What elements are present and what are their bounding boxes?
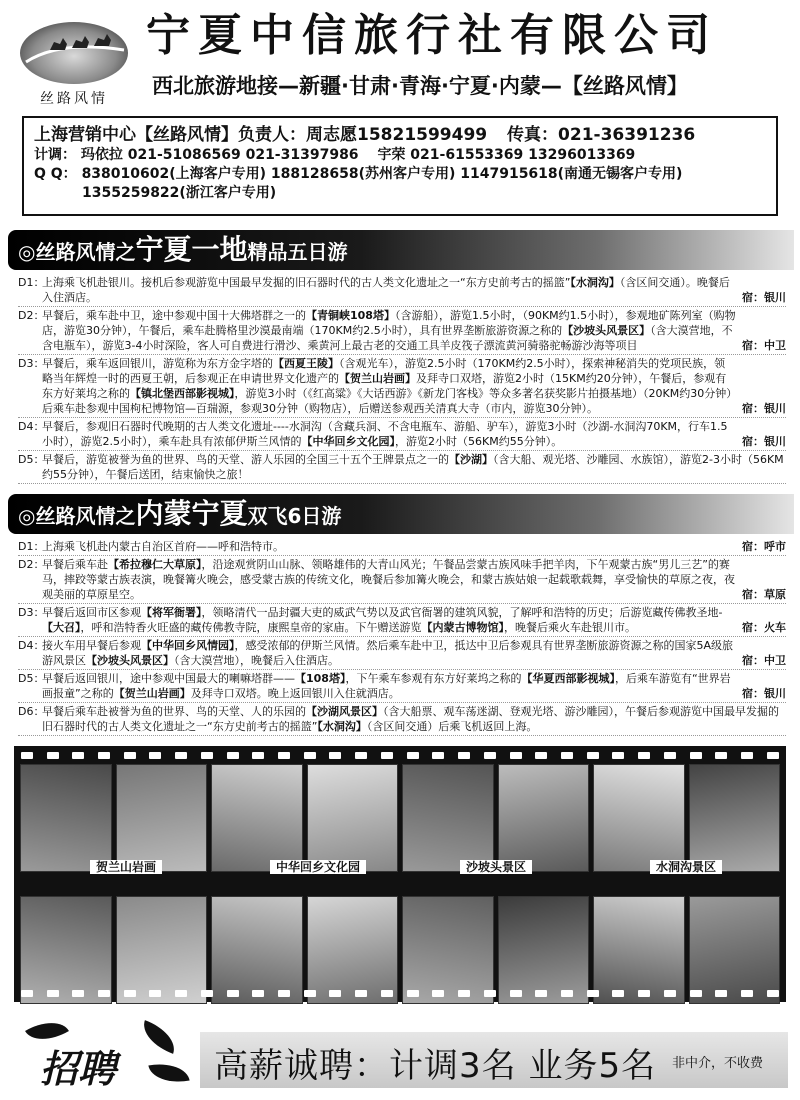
recruit-headline: 高薪诚聘：计调3名 业务5名 <box>214 1046 657 1086</box>
day-number: D3： <box>18 357 45 370</box>
film-hole <box>201 752 213 759</box>
film-hole <box>767 990 779 997</box>
day-description: 早餐后乘车赴【希拉穆仁大草原】，沿途观赏阴山山脉、领略雄伟的大青山风光；午餐品尝蒙古族风味手把羊肉，下午观蒙古族“男儿三艺”的赛马，摔跤等蒙古族表演，晚餐篝火晚会，感受蒙古族的传统文化，晚餐后参加篝火晚会，和蒙古族姑娘一起载歌载舞，享受愉快的草原之夜，夜观美丽的草原星空。 <box>42 558 735 601</box>
film-hole <box>690 752 702 759</box>
film-holes-top <box>14 748 786 762</box>
day-number: D2： <box>18 309 45 322</box>
overnight-location: 宿：银川 <box>742 687 786 700</box>
film-hole <box>47 990 59 997</box>
film-hole <box>47 752 59 759</box>
leaf-icon <box>137 1020 180 1054</box>
scenic-photo <box>498 764 590 872</box>
caption-shapotou: 沙坡头景区 <box>460 860 532 874</box>
film-hole <box>355 990 367 997</box>
film-hole <box>149 990 161 997</box>
film-hole <box>407 990 419 997</box>
day-number: D1： <box>18 276 45 289</box>
film-hole <box>175 990 187 997</box>
film-hole <box>201 990 213 997</box>
tour1-prefix: ◎丝路风情之 <box>18 240 136 264</box>
tour2-suffix: 双飞6日游 <box>247 504 342 528</box>
day-number: D1： <box>18 540 45 553</box>
film-hole <box>767 752 779 759</box>
film-hole <box>612 752 624 759</box>
itinerary-day <box>18 418 786 451</box>
fax-number: 传真：021-36391236 <box>507 125 696 145</box>
film-hole <box>98 990 110 997</box>
film-hole <box>664 990 676 997</box>
overnight-location: 宿：银川 <box>742 402 786 415</box>
day-number: D5： <box>18 453 45 466</box>
film-hole <box>329 990 341 997</box>
film-hole <box>638 752 650 759</box>
film-hole <box>149 752 161 759</box>
day-number: D4： <box>18 639 45 652</box>
film-hole <box>587 752 599 759</box>
recruitment-section <box>0 1008 800 1100</box>
photo-captions <box>20 860 780 874</box>
photo-gallery <box>14 746 786 1002</box>
scenic-photo <box>402 764 494 872</box>
overnight-location: 宿：火车 <box>742 621 786 634</box>
leaf-icon <box>148 1059 189 1087</box>
overnight-location: 宿：中卫 <box>742 339 786 352</box>
company-logo <box>14 12 134 108</box>
caption-hui-culture-park: 中华回乡文化园 <box>270 860 366 874</box>
logo-emblem <box>20 22 128 84</box>
tour2-prefix: ◎丝路风情之 <box>18 504 136 528</box>
overnight-location: 宿：银川 <box>742 435 786 448</box>
tour1-suffix: 精品五日游 <box>247 240 348 264</box>
film-hole <box>432 752 444 759</box>
scenic-photo <box>307 764 399 872</box>
film-hole <box>21 752 33 759</box>
day-description: 早餐后，参观旧石器时代晚期的古人类文化遗址----水洞沟（含藏兵洞、不含电瓶车、游船、驴车），游览3小时（沙湖-水洞沟70KM，行车1.5小时），游览2.5小时），乘车赴具有浓郁伊斯兰风情的【中华回乡文化园】，游览2小时（56KM约55分钟）。 <box>42 420 728 448</box>
itinerary-day <box>18 451 786 484</box>
film-hole <box>72 990 84 997</box>
company-name: 宁夏中信旅行社有限公司 <box>146 10 718 61</box>
film-hole <box>381 990 393 997</box>
film-hole <box>484 990 496 997</box>
contact-row-qq <box>34 165 766 184</box>
film-hole <box>587 990 599 997</box>
overnight-location: 宿：中卫 <box>742 654 786 667</box>
scenic-photo <box>593 764 685 872</box>
film-hole <box>535 752 547 759</box>
film-hole <box>407 752 419 759</box>
contact-row-qq-2 <box>34 184 766 203</box>
film-hole <box>124 990 136 997</box>
dispatch-label: 计调： <box>34 147 76 163</box>
contact-row-dispatch <box>34 146 766 165</box>
qq-label: Q Q： <box>34 166 77 182</box>
itinerary-day <box>18 703 786 736</box>
film-hole <box>741 990 753 997</box>
film-hole <box>355 752 367 759</box>
logo-caption: 丝路风情 <box>40 91 108 107</box>
itinerary-day <box>18 556 786 604</box>
day-description: 早餐后，游览被誉为鱼的世界、鸟的天堂、游人乐园的全国三十五个王牌景点之一的【沙湖】（含大船、观光塔、沙雕园、水族馆），游览2-3小时（56KM约55分钟），午餐后送团，结束愉快之旅！ <box>42 453 784 481</box>
film-hole <box>381 752 393 759</box>
film-hole <box>98 752 110 759</box>
tour1-itinerary <box>18 274 786 484</box>
itinerary-day <box>18 538 786 556</box>
film-hole <box>561 990 573 997</box>
overnight-location: 宿：呼市 <box>742 540 786 553</box>
day-description: 上海乘飞机赴银川。接机后参观游览中国最早发掘的旧石器时代的古人类文化遗址之一“东方史前考古的摇篮”【水洞沟】（含区间交通）。晚餐后入住酒店。 <box>42 276 730 304</box>
film-hole <box>664 752 676 759</box>
film-hole <box>535 990 547 997</box>
day-number: D3： <box>18 606 45 619</box>
film-hole <box>252 752 264 759</box>
day-description: 早餐后返回银川，途中参观中国最大的喇嘛塔群——【108塔】，下午乘车参观有东方好莱坞之称的【华夏西部影视城】，后乘车游览有“世界岩画报童”之称的【贺兰山岩画】及拜寺口双塔。晚上返回银川入住就酒店。 <box>42 672 731 700</box>
film-hole <box>124 752 136 759</box>
day-number: D6： <box>18 705 45 718</box>
contact-box <box>22 116 778 216</box>
scenic-photo <box>116 764 208 872</box>
film-hole <box>458 752 470 759</box>
caption-helan-rock-art: 贺兰山岩画 <box>90 860 162 874</box>
tour2-itinerary <box>18 538 786 736</box>
film-hole <box>72 752 84 759</box>
film-hole <box>690 990 702 997</box>
film-hole <box>278 990 290 997</box>
marketing-center: 上海营销中心【丝路风情】负责人：周志愿15821599499 <box>34 125 488 145</box>
day-description: 早餐后返回市区参观【将军衙署】，领略清代一品封疆大吏的威武气势以及武官衙署的建筑风貌，了解呼和浩特的历史；后游览藏传佛教圣地-【大召】，呼和浩特香火旺盛的藏传佛教寺院，康熙皇帝的家庙。下午赠送游览【内蒙古博物馆】，晚餐后乘火车赴银川市。 <box>42 606 723 634</box>
day-description: 早餐后，乘车返回银川，游览称为东方金字塔的【西夏王陵】（含观光车），游览2.5小时（170KM约2.5小时），探索神秘消失的党项民族，领略当年辉煌一时的西夏王朝，后参观正在申请世界文化遗产的【贺兰山岩画】及拜寺口双塔，游览2小时（15KM约20分钟），午餐后，参观有东方好莱坞之称的【镇北堡西部影视城】，游览3小时（《红高粱》《大话西游》《新龙门客栈》等众多著名获奖影片拍摄基地）（20KM约30分钟）后乘车赴参观中国枸杞博物馆—百瑞源，参观30分钟（购物店），后赠送参观西关清真大寺（市内，游览30分钟）。 <box>42 357 732 415</box>
film-hole <box>510 990 522 997</box>
film-hole <box>304 990 316 997</box>
film-hole <box>458 990 470 997</box>
company-tagline: 西北旅游地接—新疆·甘肃·青海·宁夏·内蒙—【丝路风情】 <box>152 74 688 98</box>
scenic-photo <box>20 764 112 872</box>
caption-shuidonggou: 水洞沟景区 <box>650 860 722 874</box>
scenic-photo <box>689 764 781 872</box>
film-hole <box>484 752 496 759</box>
film-hole <box>612 990 624 997</box>
film-hole <box>21 990 33 997</box>
day-description: 早餐后乘车赴被誉为鱼的世界、鸟的天堂、人的乐园的【沙湖风景区】（含大船票、观车荡迷湖、登观光塔、游沙雕园），午餐后参观游览中国最早发掘的旧石器时代的古人类文化遗址之一“东方史前考古的摇篮”【水洞沟】（含区间交通）后乘飞机返回上海。 <box>42 705 779 733</box>
day-description: 上海乘飞机赴内蒙古自治区首府——呼和浩特市。 <box>42 540 284 553</box>
header <box>0 0 800 112</box>
film-hole <box>329 752 341 759</box>
scenic-photo <box>211 764 303 872</box>
day-number: D4： <box>18 420 45 433</box>
day-number: D2： <box>18 558 45 571</box>
itinerary-day <box>18 274 786 307</box>
itinerary-day <box>18 604 786 637</box>
itinerary-day <box>18 637 786 670</box>
film-hole <box>510 752 522 759</box>
film-hole <box>278 752 290 759</box>
itinerary-day <box>18 355 786 418</box>
dispatch-contact-1: 玛依拉 021-51086569 021-31397986 <box>80 147 359 163</box>
film-hole <box>252 990 264 997</box>
tour1-banner <box>8 230 794 270</box>
itinerary-day <box>18 670 786 703</box>
overnight-location: 宿：银川 <box>742 291 786 304</box>
film-hole <box>715 990 727 997</box>
tour1-title: 宁夏一地 <box>135 233 248 266</box>
film-hole <box>227 990 239 997</box>
tour2-title: 内蒙宁夏 <box>135 497 248 530</box>
contact-row-center <box>34 124 766 146</box>
film-hole <box>227 752 239 759</box>
recruit-title: 招聘 <box>40 1046 117 1091</box>
film-hole <box>175 752 187 759</box>
film-hole <box>304 752 316 759</box>
photo-grid <box>20 764 780 1004</box>
overnight-location: 宿：草原 <box>742 588 786 601</box>
day-description: 接火车用早餐后参观【中华回乡风情园】，感受浓郁的伊斯兰风情。然后乘车赴中卫，抵达中卫后参观具有世界垄断旅游资源之称的国家5A级旅游风景区【沙坡头风景区】（含大漠营地），晚餐后入住酒店。 <box>42 639 734 667</box>
film-hole <box>741 752 753 759</box>
qq-numbers-2: 1355259822(浙江客户专用) <box>82 185 277 201</box>
day-number: D5： <box>18 672 45 685</box>
dispatch-contact-2: 宇荣 021-61553369 13296013369 <box>377 147 636 163</box>
tour2-banner <box>8 494 794 534</box>
film-hole <box>432 990 444 997</box>
day-description: 早餐后，乘车赴中卫，途中参观中国十大佛塔群之一的【青铜峡108塔】（含游船），游览1.5小时，（90KM约1.5小时），参观地矿陈列室（购物店，游览30分钟），午餐后，乘车赴腾格里沙漠最南端（170KM约2.5小时），具有世界垄断旅游资源之称的【沙坡头风景区】（含大漠营地，不含电瓶车），游览3-4小时深险，客人可自费进行滑沙、乘黄河上最古老的交通工具羊皮筏子漂流黄河骑骆驼畅游沙海等项目 <box>42 309 736 352</box>
film-hole <box>715 752 727 759</box>
film-hole <box>561 752 573 759</box>
film-holes-bottom <box>14 986 786 1000</box>
qq-numbers-1: 838010602(上海客户专用) 188128658(苏州客户专用) 1147915618(南通无锡客户专用) <box>81 166 683 182</box>
film-hole <box>638 990 650 997</box>
recruit-note: 非中介，不收费 <box>672 1056 764 1071</box>
itinerary-day <box>18 307 786 355</box>
